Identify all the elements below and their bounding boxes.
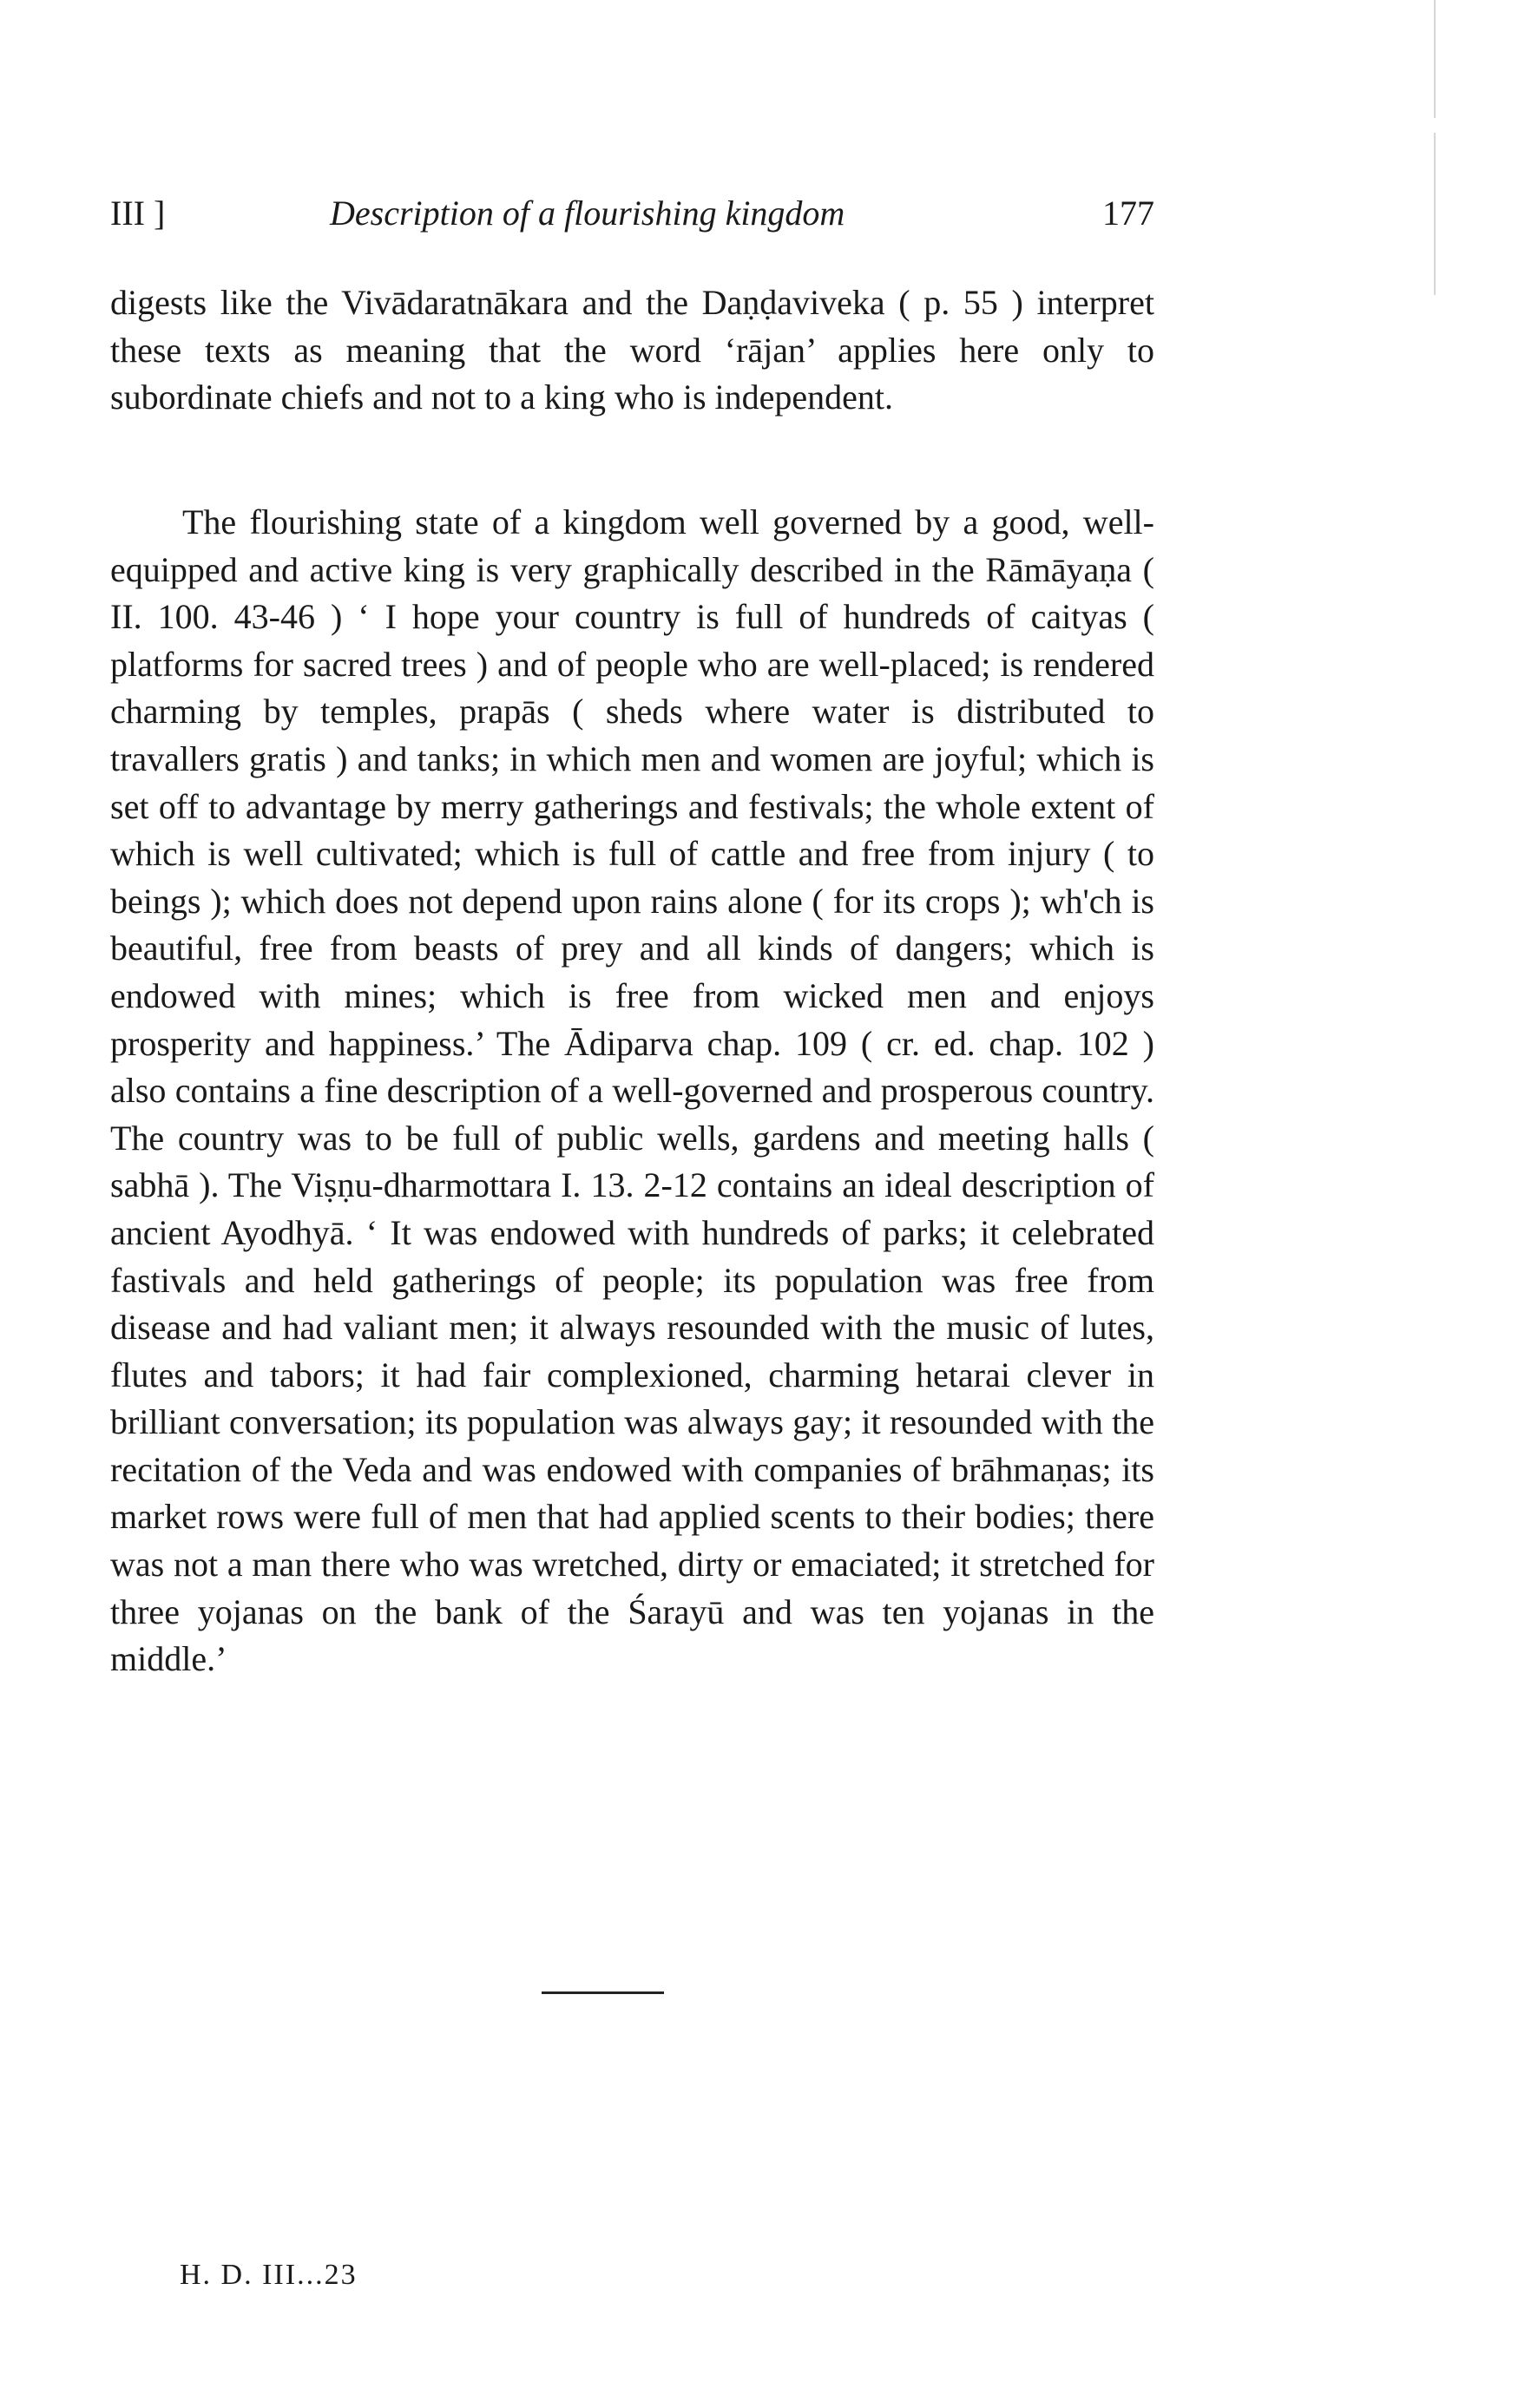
running-title: Description of a flourishing kingdom: [330, 194, 845, 233]
paragraph-2: The flourishing state of a kingdom well governed by a good, well-equipped and active king is very graphically described in the Rāmāyaṇa ( II. 100. 43-46 ) ‘ I hope your country is full of hundreds of caityas ( platforms for sacred trees ) and of people who are well-placed; is rendered charming by temples, prapās ( sheds where water is distributed to travallers gratis ) and tanks; in which men and women are joyful; which is set off to advantage by merry gatherings and festivals; the whole extent of which is well cultivated; which is full of cattle and free from injury ( to beings ); which does not depend upon rains alone ( for its crops ); wh'ch is beautiful, free from beasts of prey and all kinds of dangers; which is endowed with mines; which is free from wicked men and enjoys prosperity and happiness.’ The Ādiparva chap. 109 ( cr. ed. chap. 102 ) also contains a fine description of a well-governed and prosperous country. The country was to be full of public wells, gardens and meeting halls ( sabhā ). The Viṣṇu-dharmottara I. 13. 2-12 contains an ideal description of ancient Ayodhyā. ‘ It was endowed with hundreds of parks; it celebrated fastivals and held gatherings of people; its population was free from disease and had valiant men; it always resounded with the music of lutes, flutes and tabors; it had fair complexioned, charming hetarai clever in brilliant conversation; its population was always gay; it resounded with the recitation of the Veda and was endowed with companies of brāhmaṇas; its market rows were full of men that had applied scents to their bodies; there was not a man there who was wretched, dirty or emaciated; it stretched for three yojanas on the bank of the Śarayū and was ten yojanas in the middle.’: [110, 502, 1154, 1679]
page-number: 177: [1102, 194, 1154, 233]
scan-edge-line: [1434, 0, 1436, 295]
running-header: [110, 193, 1154, 245]
paragraph-1: digests like the Vivādaratnākara and the Daṇḍaviveka ( p. 55 ) interpret these texts as meaning that the word ‘rājan’ applies here only to subordinate chiefs and not to a king who is independent.: [110, 283, 1154, 417]
signature-mark: H. D. III...23: [180, 2259, 358, 2291]
chapter-marker: III ]: [110, 194, 166, 233]
section-end-rule: [542, 1991, 664, 1994]
